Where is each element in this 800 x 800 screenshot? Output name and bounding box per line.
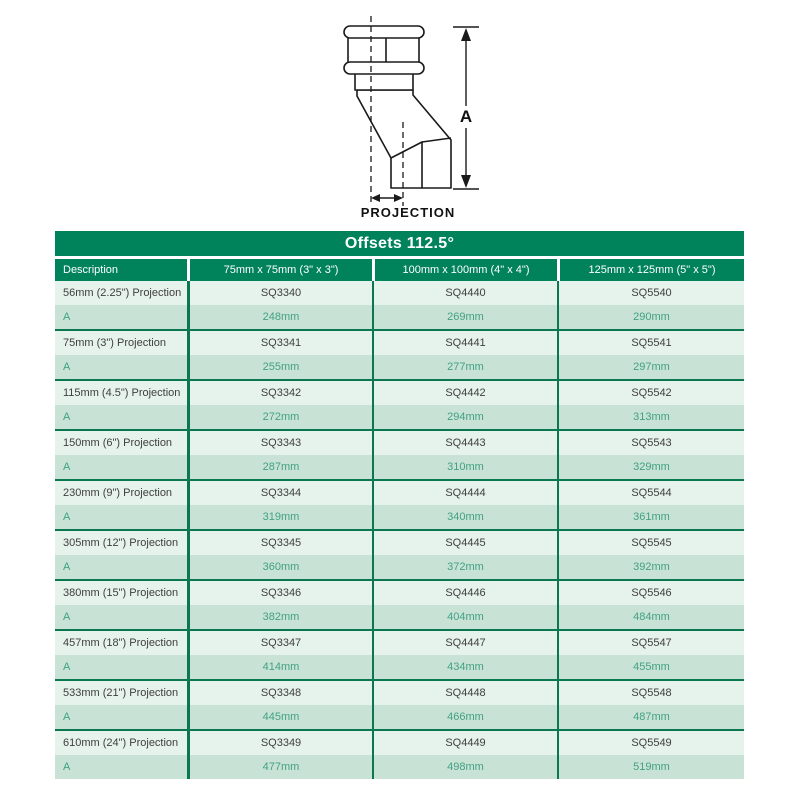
table-row-pair [55, 579, 744, 629]
product-description: 533mm (21") Projection [63, 687, 179, 699]
dimension-row-label: A [63, 611, 71, 623]
product-description: 305mm (12") Projection [63, 537, 179, 549]
dimension-row-label: A [63, 561, 71, 573]
product-code: SQ4449 [372, 731, 557, 755]
dimension-a-value: 519mm [557, 755, 744, 779]
table-row-pair [55, 729, 744, 779]
projection-arrow [361, 194, 456, 220]
dimension-a-value: 382mm [187, 605, 372, 629]
dimension-a-value: 319mm [187, 505, 372, 529]
dimension-row-label: A [63, 311, 71, 323]
dimension-label-a: A [459, 107, 473, 126]
dimension-row-label: A [63, 461, 71, 473]
table-header-row [55, 259, 744, 281]
product-code: SQ4444 [372, 481, 557, 505]
dimension-a-value: 277mm [372, 355, 557, 379]
dimension-row-label: A [63, 661, 71, 673]
dimension-a-value: 361mm [557, 505, 744, 529]
dimension-a-value: 297mm [557, 355, 744, 379]
column-header-125mm: 125mm x 125mm (5" x 5") [557, 259, 744, 281]
product-code: SQ5545 [557, 531, 744, 555]
dimension-a-value: 455mm [557, 655, 744, 679]
product-code: SQ3342 [187, 381, 372, 405]
table-body [55, 281, 744, 779]
product-code: SQ5543 [557, 431, 744, 455]
product-code: SQ5549 [557, 731, 744, 755]
product-row [55, 531, 744, 555]
product-code: SQ4442 [372, 381, 557, 405]
dimension-a-row [55, 605, 744, 629]
dimension-a-row [55, 705, 744, 729]
dimension-row-label: A [63, 411, 71, 423]
column-header-description: Description [63, 264, 119, 276]
dimension-a-value: 329mm [557, 455, 744, 479]
dimension-a-value: 484mm [557, 605, 744, 629]
product-description: 56mm (2.25") Projection [63, 287, 182, 299]
dimension-a-value: 404mm [372, 605, 557, 629]
product-code: SQ4448 [372, 681, 557, 705]
product-row [55, 481, 744, 505]
table-row-pair [55, 529, 744, 579]
product-description: 75mm (3") Projection [63, 337, 166, 349]
product-code: SQ4445 [372, 531, 557, 555]
table-row-pair [55, 281, 744, 329]
dimension-a-value: 487mm [557, 705, 744, 729]
column-header-100mm: 100mm x 100mm (4" x 4") [372, 259, 557, 281]
product-row [55, 581, 744, 605]
product-code: SQ5541 [557, 331, 744, 355]
product-row [55, 631, 744, 655]
dimension-a-value: 248mm [187, 305, 372, 329]
table-row-pair [55, 379, 744, 429]
dimension-row-label: A [63, 361, 71, 373]
dimension-a-row [55, 555, 744, 579]
product-code: SQ3348 [187, 681, 372, 705]
product-code: SQ3344 [187, 481, 372, 505]
dimension-a-value: 290mm [557, 305, 744, 329]
product-code: SQ4440 [372, 281, 557, 305]
dimension-a-value: 272mm [187, 405, 372, 429]
dimension-a-value: 372mm [372, 555, 557, 579]
dimension-a-value: 340mm [372, 505, 557, 529]
product-description: 457mm (18") Projection [63, 637, 179, 649]
dimension-a-value: 287mm [187, 455, 372, 479]
product-description: 115mm (4.5") Projection [63, 387, 181, 399]
dimension-a-row [55, 455, 744, 479]
dimension-a-row [55, 655, 744, 679]
product-row [55, 281, 744, 305]
offset-fitting-diagram [300, 10, 550, 230]
table-title-bar [55, 231, 744, 256]
dimension-a-value: 434mm [372, 655, 557, 679]
dimension-a-value: 310mm [372, 455, 557, 479]
dimension-row-label: A [63, 511, 71, 523]
table-row-pair [55, 629, 744, 679]
dimension-arrow-a [453, 27, 479, 189]
product-code: SQ4441 [372, 331, 557, 355]
product-description: 380mm (15") Projection [63, 587, 179, 599]
dimension-a-row [55, 505, 744, 529]
product-row [55, 331, 744, 355]
product-row [55, 381, 744, 405]
dimension-a-value: 255mm [187, 355, 372, 379]
product-code: SQ5547 [557, 631, 744, 655]
product-row [55, 431, 744, 455]
table-row-pair [55, 329, 744, 379]
projection-label: PROJECTION [360, 205, 456, 220]
dimension-a-value: 498mm [372, 755, 557, 779]
product-code: SQ4443 [372, 431, 557, 455]
dimension-a-row [55, 305, 744, 329]
product-code: SQ5546 [557, 581, 744, 605]
product-description: 610mm (24") Projection [63, 737, 179, 749]
product-code: SQ3345 [187, 531, 372, 555]
dimension-a-value: 313mm [557, 405, 744, 429]
dimension-row-label: A [63, 761, 71, 773]
dimension-a-value: 414mm [187, 655, 372, 679]
product-code: SQ3341 [187, 331, 372, 355]
table-title: Offsets 112.5° [344, 234, 455, 252]
product-code: SQ5544 [557, 481, 744, 505]
product-description: 230mm (9") Projection [63, 487, 173, 499]
product-code: SQ4447 [372, 631, 557, 655]
table-row-pair [55, 479, 744, 529]
table-row-pair [55, 679, 744, 729]
product-code: SQ5542 [557, 381, 744, 405]
product-code: SQ3343 [187, 431, 372, 455]
product-code: SQ5548 [557, 681, 744, 705]
dimension-a-row [55, 405, 744, 429]
dimension-a-value: 392mm [557, 555, 744, 579]
product-row [55, 731, 744, 755]
dimension-a-value: 269mm [372, 305, 557, 329]
table-row-pair [55, 429, 744, 479]
product-code: SQ3346 [187, 581, 372, 605]
product-code: SQ5540 [557, 281, 744, 305]
column-header-75mm: 75mm x 75mm (3" x 3") [187, 259, 372, 281]
dimension-a-value: 294mm [372, 405, 557, 429]
dimension-a-value: 466mm [372, 705, 557, 729]
dimension-a-row [55, 355, 744, 379]
dimension-a-row [55, 755, 744, 779]
product-row [55, 681, 744, 705]
product-code: SQ3349 [187, 731, 372, 755]
dimension-a-value: 445mm [187, 705, 372, 729]
pipe-fitting-drawing [344, 26, 451, 188]
dimension-a-value: 360mm [187, 555, 372, 579]
dimension-a-value: 477mm [187, 755, 372, 779]
product-code: SQ4446 [372, 581, 557, 605]
product-description: 150mm (6") Projection [63, 437, 173, 449]
dimension-row-label: A [63, 711, 71, 723]
product-code: SQ3340 [187, 281, 372, 305]
product-code: SQ3347 [187, 631, 372, 655]
